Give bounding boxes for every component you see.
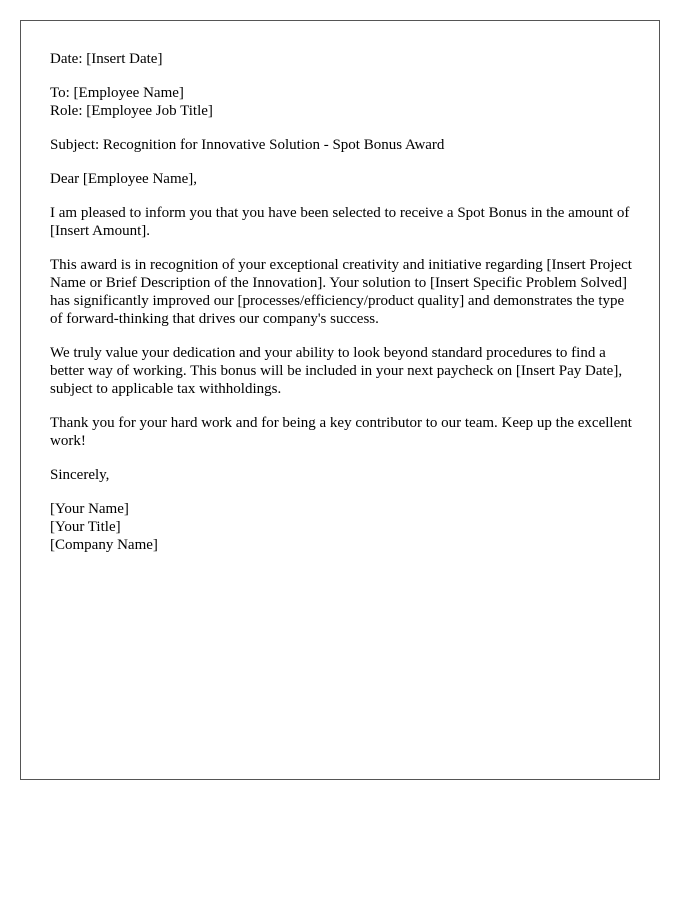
signature-block: [50, 500, 635, 554]
signature-name: [Your Name]: [50, 501, 129, 517]
paragraph-recognition: This award is in recognition of your exceptional creativity and initiative regarding [Insert Project Name or Brief Description of the Innovation]. Your solution to [Insert Specific Problem Solved] has significantly improved our [processes/efficiency/product quality] and demonstrates the type of forward-thinking that drives our company's success.: [50, 257, 632, 327]
paragraph-value: We truly value your dedication and your ability to look beyond standard procedures to find a better way of working. This bonus will be included in your next paycheck on [Insert Pay Date], subject to applicable tax withholdings.: [50, 345, 623, 397]
recipient-name: To: [Employee Name]: [50, 85, 184, 101]
recipient-block: [50, 84, 635, 120]
date-line: Date: [Insert Date]: [50, 51, 163, 67]
subject-line: Subject: Recognition for Innovative Solution - Spot Bonus Award: [50, 137, 445, 153]
signature-title: [Your Title]: [50, 519, 121, 535]
closing: Sincerely,: [50, 467, 110, 483]
letter-body: [50, 50, 635, 570]
recipient-role: Role: [Employee Job Title]: [50, 103, 213, 119]
salutation: Dear [Employee Name],: [50, 171, 198, 187]
letter-page: [20, 20, 660, 780]
signature-company: [Company Name]: [50, 537, 158, 553]
paragraph-thanks: Thank you for your hard work and for being a key contributor to our team. Keep up the excellent work!: [50, 415, 632, 449]
paragraph-announcement: I am pleased to inform you that you have been selected to receive a Spot Bonus in the amount of [Insert Amount].: [50, 205, 630, 239]
